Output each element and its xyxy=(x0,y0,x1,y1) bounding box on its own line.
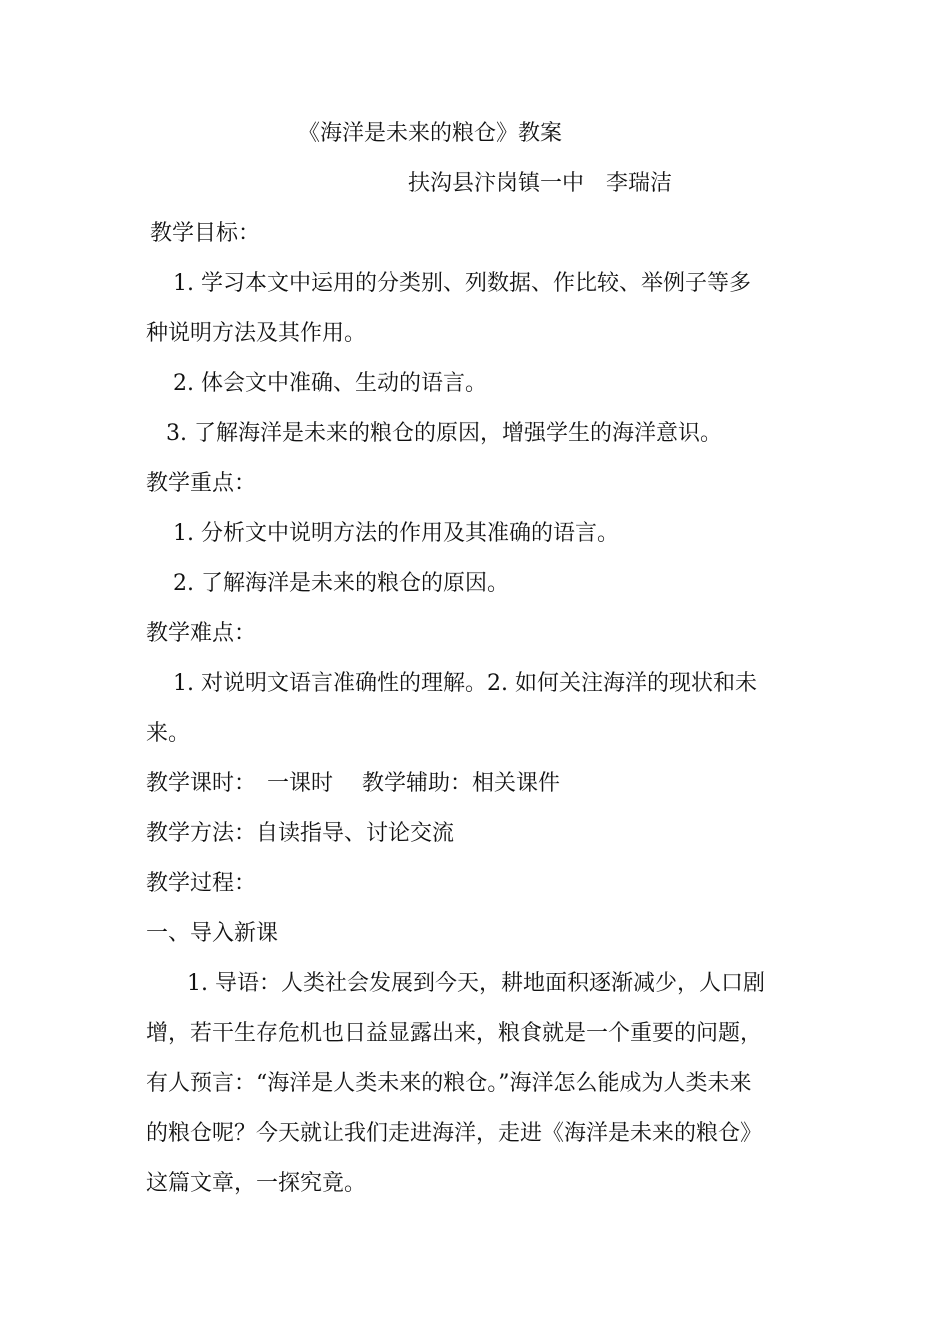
heading-key-points: 教学重点： xyxy=(146,471,257,496)
teaching-methods: 教学方法：自读指导、讨论交流 xyxy=(146,821,455,846)
heading-difficulties: 教学难点： xyxy=(146,621,257,646)
heading-process: 教学过程： xyxy=(146,871,257,896)
objective-3: 3. 了解海洋是未来的粮仓的原因，增强学生的海洋意识。 xyxy=(166,421,722,446)
objective-1-line-2: 种说明方法及其作用。 xyxy=(146,321,367,346)
intro-line-3: 有人预言：“海洋是人类未来的粮仓。”海洋怎么能成为人类未来 xyxy=(146,1071,752,1096)
document-author: 扶沟县汴岗镇一中 李瑞洁 xyxy=(408,171,673,196)
intro-line-2: 增，若干生存危机也日益显露出来，粮食就是一个重要的问题， xyxy=(146,1021,763,1046)
key-point-1: 1. 分析文中说明方法的作用及其准确的语言。 xyxy=(173,521,619,546)
objective-1-line-1: 1. 学习本文中运用的分类别、列数据、作比较、举例子等多 xyxy=(173,271,751,296)
difficulty-line-2: 来。 xyxy=(146,721,191,746)
difficulty-line-1: 1. 对说明文语言准确性的理解。2. 如何关注海洋的现状和未 xyxy=(173,671,757,696)
heading-objectives: 教学目标： xyxy=(150,221,261,246)
objective-2: 2. 体会文中准确、生动的语言。 xyxy=(173,371,487,396)
section-1-heading: 一、导入新课 xyxy=(146,921,279,946)
document-title: 《海洋是未来的粮仓》教案 xyxy=(298,121,563,146)
class-hours-and-aids: 教学课时： 一课时 教学辅助：相关课件 xyxy=(146,771,560,796)
intro-line-1: 1. 导语：人类社会发展到今天，耕地面积逐渐减少，人口剧 xyxy=(187,971,765,996)
intro-line-4: 的粮仓呢？今天就让我们走进海洋，走进《海洋是未来的粮仓》 xyxy=(146,1121,763,1146)
key-point-2: 2. 了解海洋是未来的粮仓的原因。 xyxy=(173,571,509,596)
intro-line-5: 这篇文章，一探究竟。 xyxy=(146,1171,367,1196)
